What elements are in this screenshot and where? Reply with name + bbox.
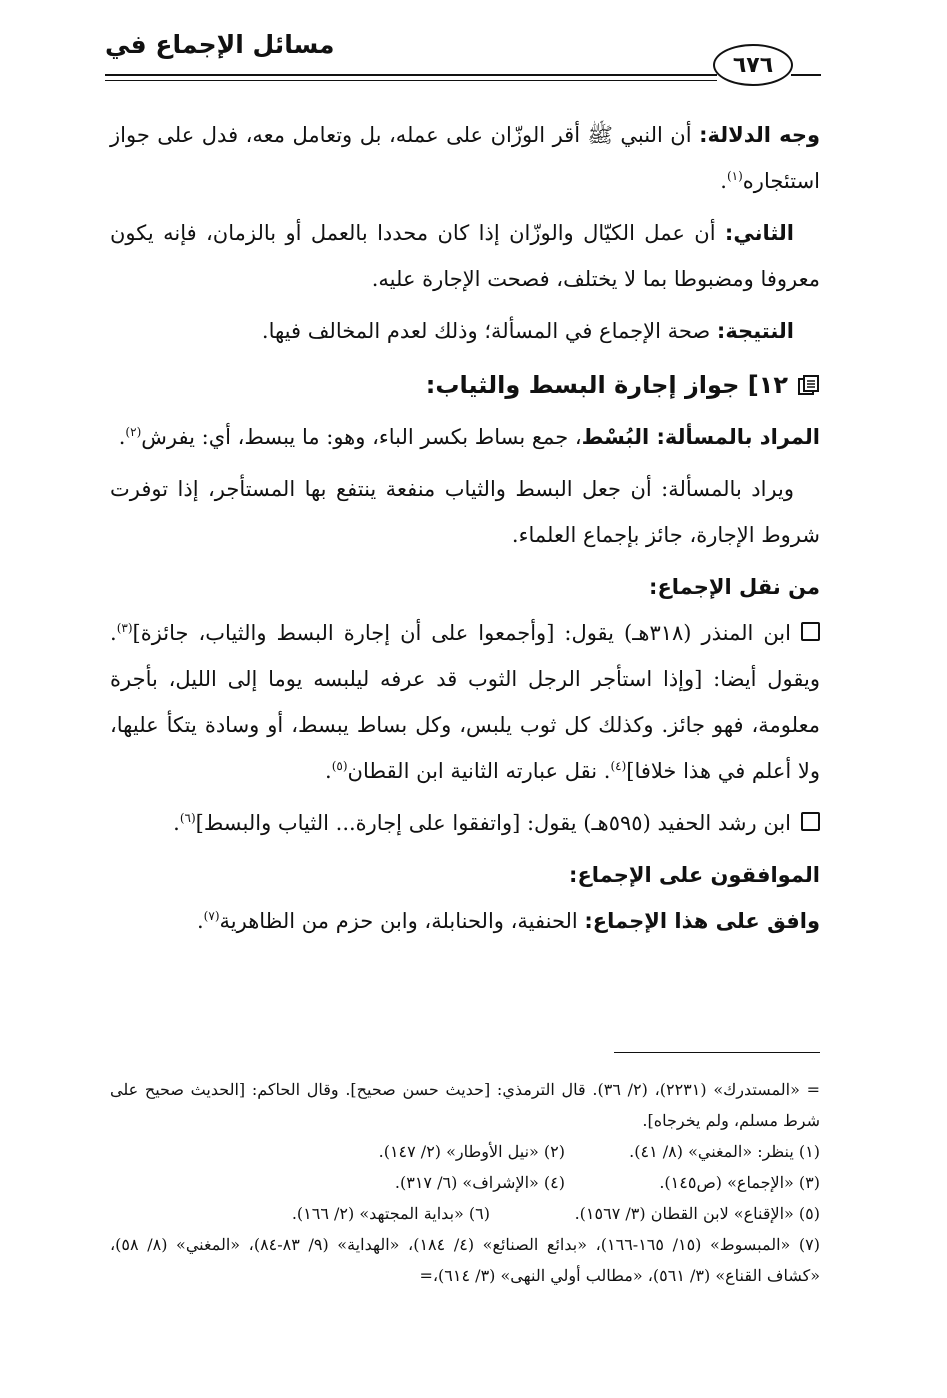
page-header — [105, 22, 821, 82]
section-heading — [110, 360, 820, 410]
paragraph-keyword: البُسْط — [581, 425, 657, 449]
footnote-continued: = «المستدرك» (٢٢٣١)، (٢/ ٣٦). قال الترمذي: [حديث حسن صحيح]. وقال الحاكم: [الحديث صحيح على شرط مسلم، ولم يخرجاه]. — [110, 1080, 821, 1130]
paragraph-text: ، جمع بساط بكسر الباء، وهو: ما يبسط، أي: يفرش — [141, 425, 582, 449]
quote-text: . ويقول أيضا: [وإذا استأجر الرجل الثوب قد عرفه ليلبسه يوما إلى الليل، بأجرة معلومة، فهو جائز. وكذلك كل ثوب يلبس، وكل بساط يبسط، أو وسادة يتكأ عليها، ولا أعلم في هذا خلافا] — [110, 621, 820, 783]
header-rule-thin — [105, 80, 717, 81]
main-text — [110, 112, 820, 944]
checkbox-icon — [801, 622, 820, 641]
footnote-4: (٤) «الإشراف» (٦/ ٣١٧). — [394, 1173, 565, 1192]
paragraph-evidence — [110, 112, 820, 204]
paragraph-text: الحنفية، والحنابلة، وابن حزم من الظاهرية — [219, 909, 585, 933]
paragraph-agreement — [110, 898, 820, 944]
book-icon — [798, 375, 820, 395]
quote-text: ابن المنذر (٣١٨هـ) يقول: [وأجمعوا على أن إجارة البسط والثياب، جائزة] — [132, 621, 791, 645]
paragraph-lead: المراد بالمسألة: — [656, 425, 820, 449]
footnote-ref[interactable]: (٧) — [203, 909, 220, 923]
running-title: مسائل الإجماع في — [105, 30, 335, 59]
footnote-1: (١) ينظر: «المغني» (٨/ ٤١). — [629, 1142, 820, 1161]
footnote-row — [110, 1167, 820, 1198]
footnote-ref[interactable]: (٣) — [116, 621, 133, 635]
footnote-ref[interactable]: (٦) — [179, 811, 196, 825]
paragraph-lead: وافق على هذا الإجماع: — [584, 909, 820, 933]
paragraph-text: أن عمل الكيّال والوزّان إذا كان محددا بالعمل أو بالزمان، فإنه يكون معروفا ومضبوطا بما لا يختلف، فصحت الإجارة عليه. — [110, 221, 820, 291]
footnote-2: (٢) «نيل الأوطار» (٢/ ١٤٧). — [378, 1142, 565, 1161]
paragraph-lead: النتيجة: — [716, 319, 794, 343]
paragraph-end: . — [720, 169, 727, 193]
paragraph-intended: ويراد بالمسألة: أن جعل البسط والثياب منفعة ينتفع بها المستأجر، إذا توفرت شروط الإجارة، جائز بإجماع العلماء. — [110, 477, 820, 547]
section-heading-text: ١٢] جواز إجارة البسط والثياب: — [425, 371, 788, 399]
footnote-ref[interactable]: (٤) — [610, 759, 627, 773]
paragraph-text: أن النبي ﷺ أقر الوزّان على عمله، بل وتعامل معه، فدل على جواز استئجاره — [110, 123, 820, 193]
header-rule — [791, 74, 821, 76]
footnote-5: (٥) «الإقناع» لابن القطان (٣/ ١٥٦٧). — [574, 1204, 820, 1223]
paragraph-end: . — [196, 909, 204, 933]
subheading-agreeing: الموافقون على الإجماع: — [569, 863, 820, 887]
footnote-row — [110, 1136, 820, 1167]
quote-ibn-almundhir — [110, 610, 820, 794]
header-rule — [105, 74, 717, 76]
quote-text: ابن رشد الحفيد (٥٩٥هـ) يقول: [واتفقوا على إجارة... الثياب والبسط] — [195, 811, 791, 835]
checkbox-icon — [801, 812, 820, 831]
quote-ibn-rushd — [110, 800, 820, 846]
paragraph-meaning — [110, 414, 820, 460]
footnote-3: (٣) «الإجماع» (ص١٤٥). — [659, 1173, 820, 1192]
subheading-transmitters: من نقل الإجماع: — [649, 575, 820, 599]
paragraph-result — [110, 308, 820, 354]
footnote-ref[interactable]: (١) — [726, 169, 743, 183]
paragraph-lead: الثاني: — [724, 221, 794, 245]
paragraph-second — [110, 210, 820, 302]
quote-text: . نقل عبارته الثانية ابن القطان — [347, 759, 611, 783]
paragraph-text: صحة الإجماع في المسألة؛ وذلك لعدم المخالف فيها. — [261, 319, 717, 343]
paragraph-end: . — [118, 425, 126, 449]
footnote-separator — [614, 1052, 820, 1053]
paragraph-lead: وجه الدلالة: — [699, 123, 821, 147]
page-number: ٦٧٦ — [713, 44, 793, 86]
footnotes — [110, 1074, 820, 1291]
quote-end: . — [325, 759, 332, 783]
footnote-row — [110, 1198, 820, 1229]
footnote-7: (٧) «المبسوط» (١٥/ ١٦٥-١٦٦)، «بدائع الصنائع» (٤/ ١٨٤)، «الهداية» (٩/ ٨٣-٨٤)، «المغني» (٨/ ٥٨)، «كشاف القناع» (٣/ ٥٦١)، «مطالب أولي النهى» (٣/ ٦١٤)،= — [110, 1235, 820, 1285]
quote-end: . — [173, 811, 180, 835]
footnote-6: (٦) «بداية المجتهد» (٢/ ١٦٦). — [291, 1204, 490, 1223]
footnote-ref[interactable]: (٢) — [125, 425, 142, 439]
footnote-ref[interactable]: (٥) — [331, 759, 348, 773]
